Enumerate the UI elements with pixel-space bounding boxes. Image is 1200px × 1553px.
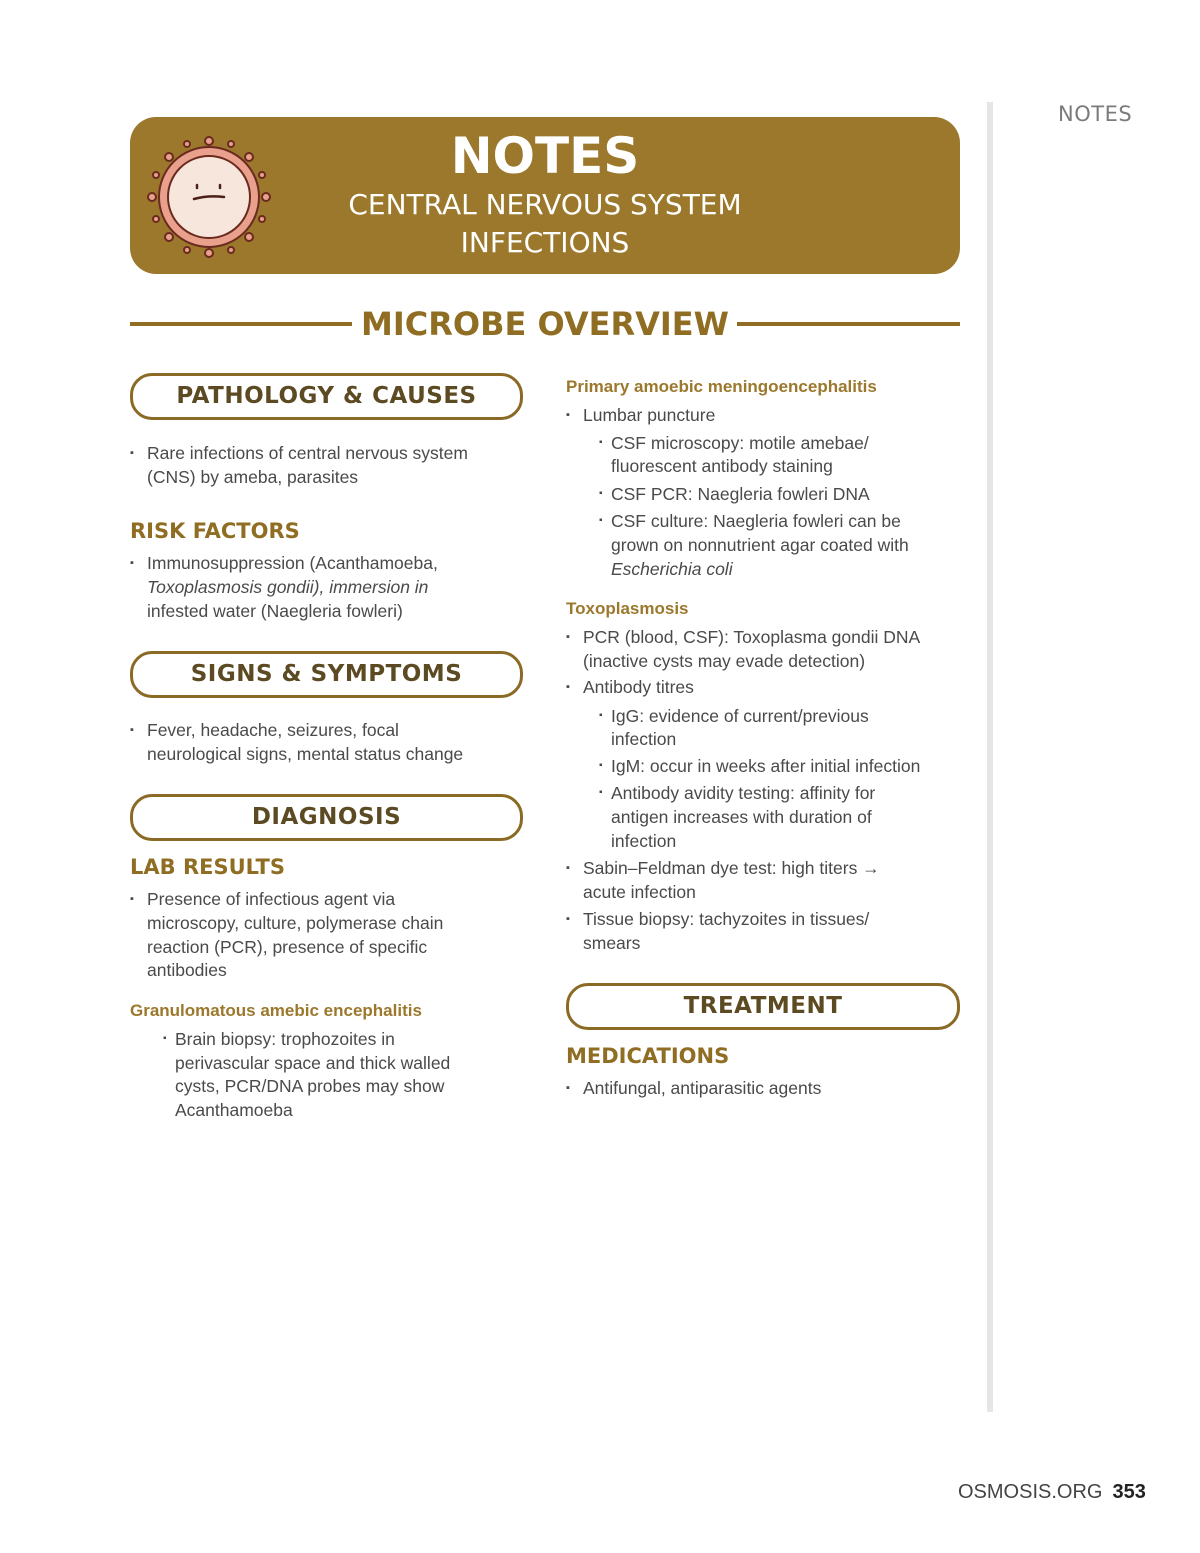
toxo-text-3a: ▪ IgG: evidence of current/previous <box>611 704 869 728</box>
pathology-text-2: (CNS) by ameba, parasites <box>147 467 359 487</box>
toxo-text-1a: ▪ PCR (blood, CSF): Toxoplasma gondii DNA <box>583 625 920 649</box>
risk-text-3: infested water (Naegleria fowleri) <box>147 601 403 621</box>
overview-title: MICROBE OVERVIEW <box>361 305 729 343</box>
toxo-text-2: ▪ Antibody titres <box>583 675 694 699</box>
overview-rule-left <box>130 322 352 326</box>
banner-subtitle <box>300 186 790 262</box>
side-notes-label: NOTES <box>1058 102 1133 126</box>
banner-subtitle-line1: CENTRAL NERVOUS SYSTEM <box>348 188 742 221</box>
risk-text-2: Toxoplasmosis gondii), immersion in <box>147 577 429 597</box>
signs-text-1: ▪ Fever, headache, seizures, focal <box>147 718 399 742</box>
pam-text-1: ▪ Lumbar puncture <box>583 403 715 427</box>
pam-text-4c: Escherichia coli <box>611 559 733 579</box>
toxo-text-5a: ▪ Antibody avidity testing: affinity for <box>611 781 875 805</box>
pam-text-3: ▪ CSF PCR: Naegleria fowleri DNA <box>611 482 870 506</box>
toxo-text-5b: antigen increases with duration of <box>611 807 872 827</box>
toxo-text-7b: smears <box>583 933 641 953</box>
banner-subtitle-line2: INFECTIONS <box>460 226 630 259</box>
lab-text-3: reaction (PCR), presence of specific <box>147 937 428 957</box>
toxo-subheading: Toxoplasmosis <box>566 599 689 618</box>
toxo-text-7a: ▪ Tissue biopsy: tachyzoites in tissues/ <box>583 907 869 931</box>
pathology-text-1: ▪ Rare infections of central nervous system <box>147 441 468 465</box>
signs-text-2: neurological signs, mental status change <box>147 744 464 764</box>
gae-text-1: ▪ Brain biopsy: trophozoites in <box>175 1027 395 1051</box>
banner-title: NOTES <box>450 127 640 185</box>
section-pathology-causes: PATHOLOGY & CAUSES <box>130 373 523 420</box>
pam-text-2b: fluorescent antibody staining <box>611 456 833 476</box>
gae-subheading: Granulomatous amebic encephalitis <box>130 1001 422 1020</box>
pam-text-4a: ▪ CSF culture: Naegleria fowleri can be <box>611 509 901 533</box>
margin-rule <box>987 102 993 1412</box>
pam-text-2a: ▪ CSF microscopy: motile amebae/ <box>611 431 869 455</box>
section-treatment: TREATMENT <box>566 983 960 1030</box>
lab-text-1: ▪ Presence of infectious agent via <box>147 887 395 911</box>
footer-site: OSMOSIS.ORG <box>958 1481 1103 1503</box>
pam-subheading: Primary amoebic meningoencephalitis <box>566 377 877 396</box>
pam-text-4b: grown on nonnutrient agar coated with <box>611 535 909 555</box>
gae-text-4: Acanthamoeba <box>175 1100 293 1120</box>
toxo-text-5c: infection <box>611 831 677 851</box>
lab-results-heading: LAB RESULTS <box>130 855 285 879</box>
medications-heading: MEDICATIONS <box>566 1044 730 1068</box>
toxo-text-3b: infection <box>611 729 677 749</box>
medications-text-1: ▪ Antifungal, antiparasitic agents <box>583 1076 821 1100</box>
toxo-text-1b: (inactive cysts may evade detection) <box>583 651 866 671</box>
gae-text-3: cysts, PCR/DNA probes may show <box>175 1076 445 1096</box>
page-number: 353 <box>1112 1481 1146 1503</box>
overview-rule-right <box>737 322 960 326</box>
toxo-text-6a: ▪ Sabin–Feldman dye test: high titers → <box>583 856 880 880</box>
risk-text-1: ▪ Immunosuppression (Acanthamoeba, <box>147 551 438 575</box>
toxo-text-6b: acute infection <box>583 882 696 902</box>
toxo-text-4: ▪ IgM: occur in weeks after initial infection <box>611 754 920 778</box>
page-footer <box>958 1481 1146 1504</box>
section-signs-symptoms: SIGNS & SYMPTOMS <box>130 651 523 698</box>
amoeba-mascot-icon <box>142 135 276 259</box>
lab-text-4: antibodies <box>147 960 227 980</box>
gae-text-2: perivascular space and thick walled <box>175 1053 451 1073</box>
section-diagnosis: DIAGNOSIS <box>130 794 523 841</box>
lab-text-2: microscopy, culture, polymerase chain <box>147 913 444 933</box>
risk-factors-heading: RISK FACTORS <box>130 519 300 543</box>
